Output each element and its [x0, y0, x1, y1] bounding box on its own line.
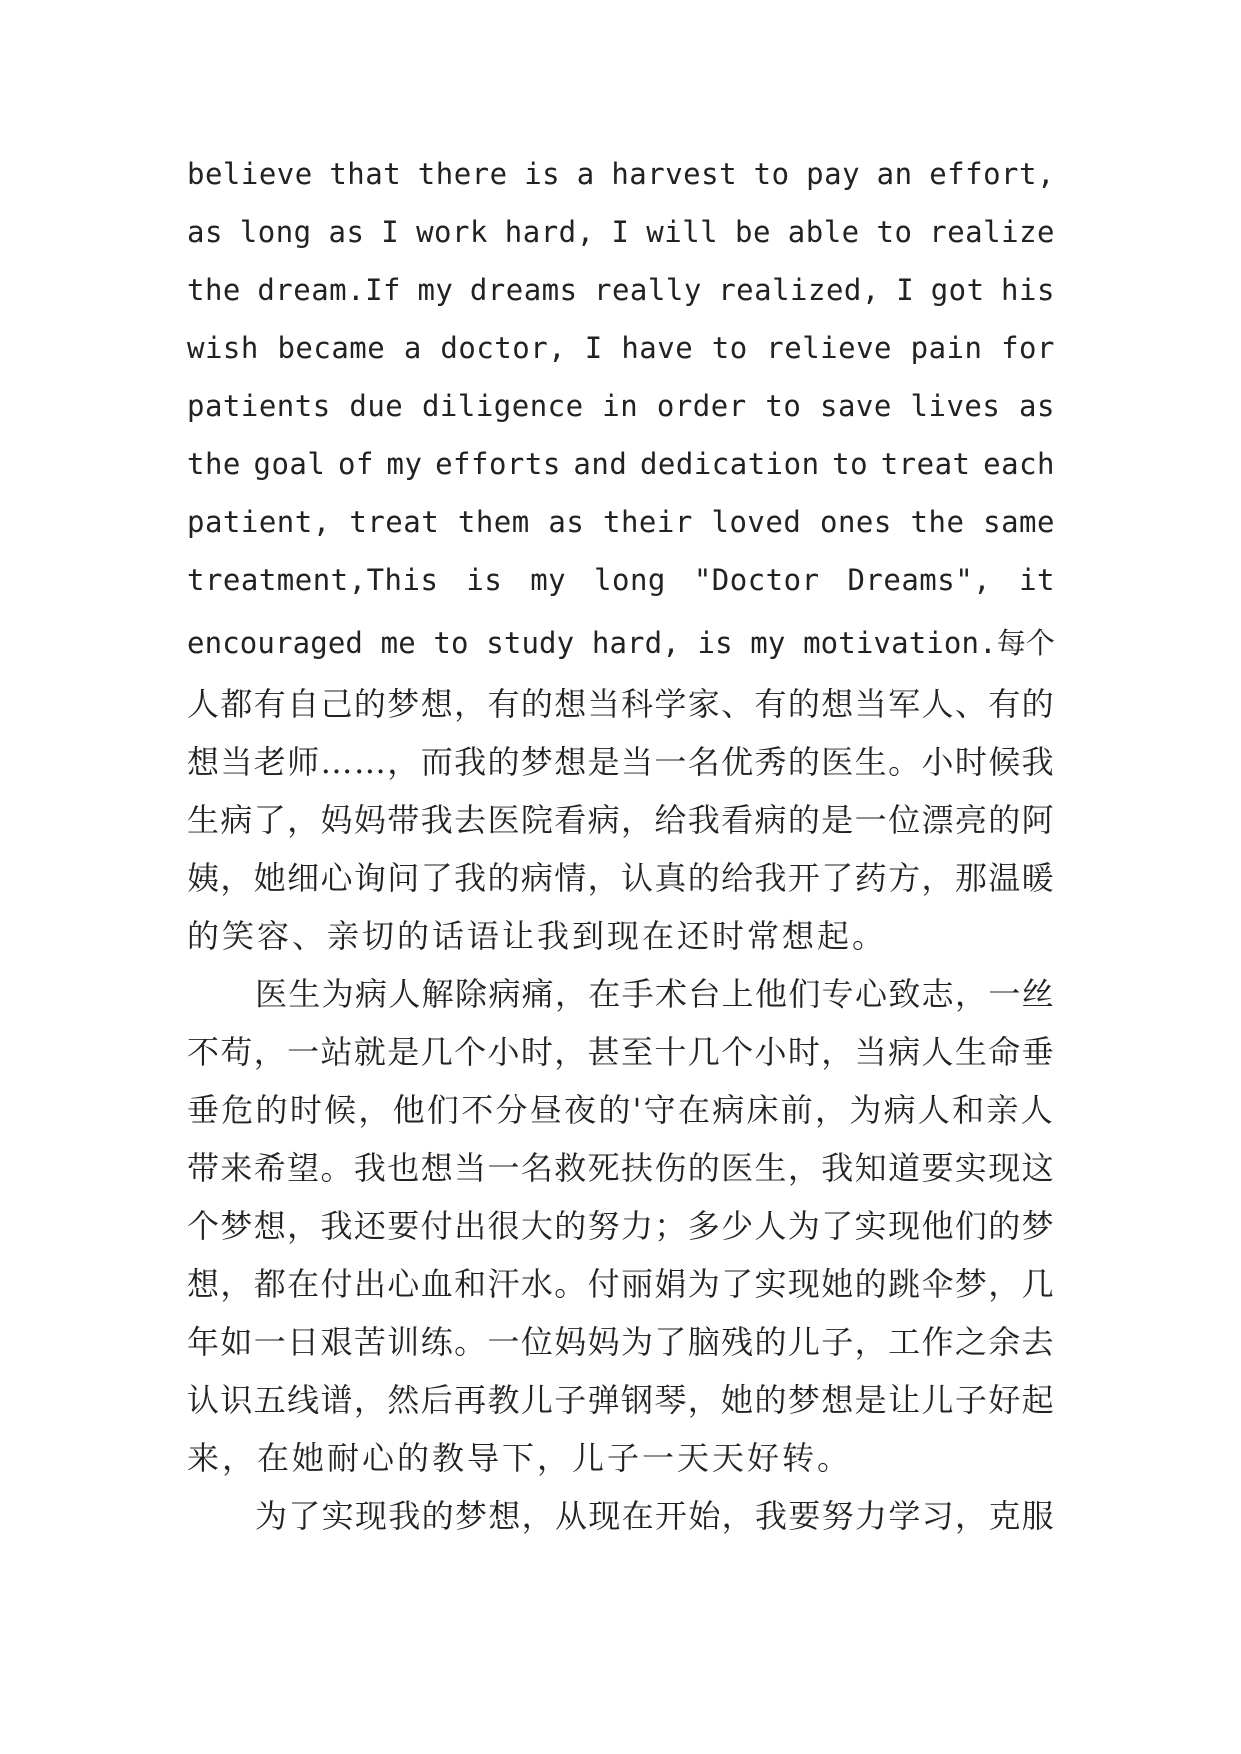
word: have: [621, 331, 694, 365]
line-text: 不苟，一站就是几个小时，甚至十几个小时，当病人生命垂: [187, 1033, 1055, 1071]
word: wish: [187, 331, 259, 365]
word: dreams: [469, 273, 578, 307]
word: Dreams",: [847, 563, 992, 597]
word: as: [548, 505, 585, 539]
word: realize: [929, 215, 1055, 249]
line-text: 生病了，妈妈带我去医院看病，给我看病的是一位漂亮的阿: [187, 801, 1055, 839]
word: work: [416, 215, 488, 249]
word: their: [603, 505, 693, 539]
word: my: [530, 563, 567, 597]
text-line: [187, 1143, 1055, 1201]
word: my: [417, 273, 454, 307]
word: is: [524, 157, 561, 191]
text-line: [187, 1085, 1055, 1143]
word: as: [1019, 389, 1055, 423]
line-text: 个梦想，我还要付出很大的努力；多少人为了实现他们的梦: [187, 1207, 1055, 1245]
line-text: 的笑容、亲切的话语让我到现在还时常想起。: [187, 917, 888, 955]
word: goal: [253, 447, 326, 481]
word: I: [896, 273, 915, 307]
word: to: [753, 157, 790, 191]
text-line: [187, 911, 1055, 969]
text-line: [187, 505, 1055, 563]
line-text: 带来希望。我也想当一名救死扶伤的医生，我知道要实现这: [187, 1149, 1055, 1187]
word: and: [573, 447, 628, 481]
line-text: 为了实现我的梦想，从现在开始，我要努力学习，克服: [255, 1497, 1055, 1535]
word: diligence: [421, 389, 584, 423]
text-line: [187, 1491, 1055, 1549]
text-line: [187, 679, 1055, 737]
word: able: [787, 215, 860, 249]
word: a: [576, 157, 595, 191]
word: to: [765, 389, 802, 423]
line-text: encouraged me to study hard, is my motivation.每个: [187, 626, 1055, 660]
word: that: [329, 157, 402, 191]
word: doctor,: [440, 331, 567, 365]
text-line: [187, 737, 1055, 795]
word: his: [1001, 273, 1055, 307]
text-line: [187, 157, 1055, 215]
word: be: [735, 215, 771, 249]
word: the: [187, 447, 241, 481]
text-line: [187, 1259, 1055, 1317]
word: treatment,This: [187, 563, 439, 597]
text-line: [187, 389, 1055, 447]
line-text: 想，都在付出心血和汗水。付丽娟为了实现她的跳伞梦，几: [187, 1265, 1055, 1303]
word: patient,: [187, 505, 331, 539]
word: the: [910, 505, 965, 539]
word: my: [386, 447, 423, 481]
word: as: [187, 215, 223, 249]
text-line: [187, 1027, 1055, 1085]
word: loved: [711, 505, 802, 539]
word: relieve: [766, 331, 893, 365]
word: in: [602, 389, 639, 423]
word: I: [381, 215, 400, 249]
word: them: [457, 505, 530, 539]
word: believe: [187, 157, 313, 191]
text-line: [187, 563, 1055, 621]
word: ones: [820, 505, 892, 539]
word: as: [328, 215, 365, 249]
word: long: [239, 215, 312, 249]
text-line: [187, 1201, 1055, 1259]
line-text: 年如一日艰苦训练。一位妈妈为了脑残的儿子，工作之余去: [187, 1323, 1055, 1361]
text-line: [187, 447, 1055, 505]
text-line: [187, 1433, 1055, 1491]
word: for: [1001, 331, 1055, 365]
word: the: [187, 273, 241, 307]
word: pain: [910, 331, 983, 365]
word: each: [983, 447, 1055, 481]
word: due: [349, 389, 404, 423]
line-text: 认识五线谱，然后再教儿子弹钢琴，她的梦想是让儿子好起: [187, 1381, 1055, 1419]
word: of: [337, 447, 374, 481]
word: became: [277, 331, 386, 365]
word: is: [466, 563, 503, 597]
word: got: [930, 273, 985, 307]
text-line: [187, 795, 1055, 853]
word: dedication: [639, 447, 820, 481]
body-text: [187, 157, 1055, 1549]
word: "Doctor: [693, 563, 820, 597]
word: realized,: [718, 273, 880, 307]
word: pay: [806, 157, 861, 191]
word: lives: [910, 389, 1001, 423]
word: patients: [187, 389, 331, 423]
word: to: [711, 331, 748, 365]
word: save: [820, 389, 892, 423]
word: long: [594, 563, 666, 597]
text-line: [187, 1375, 1055, 1433]
text-line: [187, 331, 1055, 389]
word: there: [417, 157, 508, 191]
word: efforts: [435, 447, 561, 481]
word: really: [594, 273, 702, 307]
word: effort,: [929, 157, 1055, 191]
line-text: 想当老师……，而我的梦想是当一名优秀的医生。小时候我: [187, 743, 1055, 781]
word: hard,: [504, 215, 595, 249]
word: treat: [880, 447, 971, 481]
text-line: [187, 621, 1055, 679]
word: I: [584, 331, 603, 365]
word: I: [611, 215, 630, 249]
text-line: [187, 215, 1055, 273]
word: to: [876, 215, 913, 249]
word: will: [646, 215, 719, 249]
line-text: 医生为病人解除病痛，在手术台上他们专心致志，一丝: [255, 975, 1055, 1013]
text-line: [187, 1317, 1055, 1375]
word: dream.If: [257, 273, 402, 307]
line-text: 垂危的时候，他们不分昼夜的'守在病床前，为病人和亲人: [187, 1091, 1055, 1129]
text-line: [187, 273, 1055, 331]
word: an: [876, 157, 913, 191]
text-line: [187, 969, 1055, 1027]
line-text: 姨，她细心询问了我的病情，认真的给我开了药方，那温暖: [187, 859, 1055, 897]
word: a: [403, 331, 422, 365]
word: order: [656, 389, 747, 423]
text-line: [187, 853, 1055, 911]
word: harvest: [611, 157, 738, 191]
word: it: [1019, 563, 1055, 597]
word: to: [832, 447, 869, 481]
word: same: [983, 505, 1055, 539]
line-text: 来，在她耐心的教导下，儿子一天天好转。: [187, 1439, 853, 1477]
word: treat: [349, 505, 440, 539]
line-text: 人都有自己的梦想，有的想当科学家、有的想当军人、有的: [187, 685, 1055, 723]
